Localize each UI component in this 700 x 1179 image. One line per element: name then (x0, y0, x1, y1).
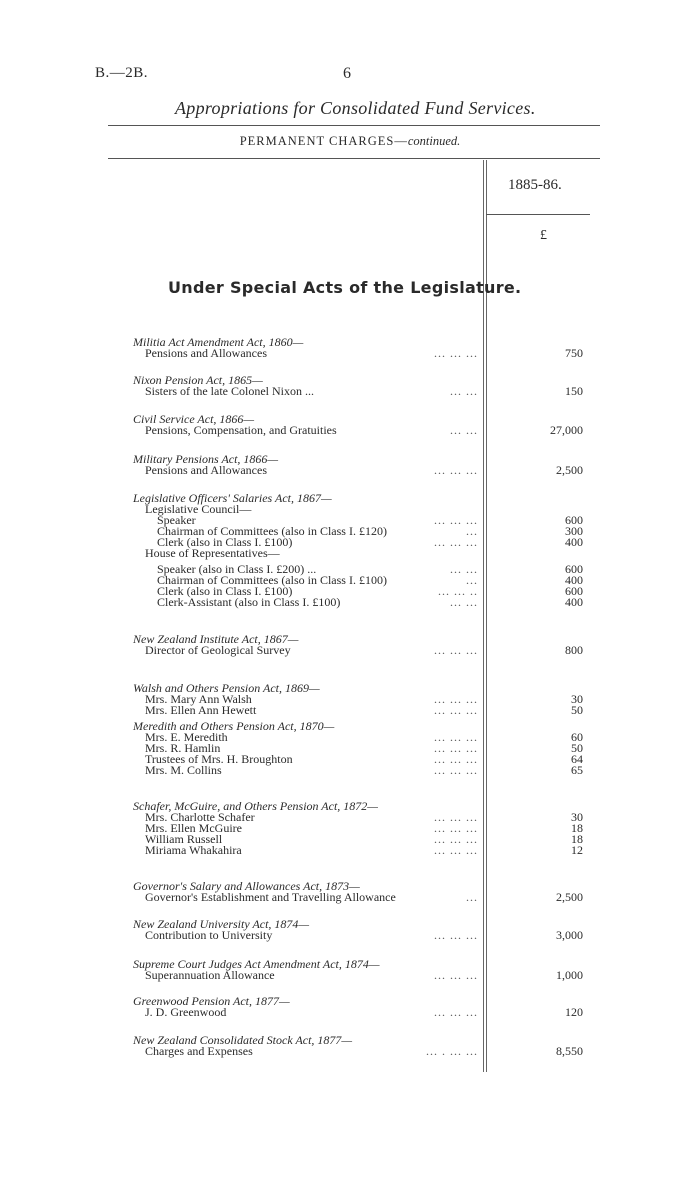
amount-value: 800 (565, 643, 583, 657)
item-label: Pensions and Allowances (145, 463, 267, 477)
leader-dots: ... ... ... (434, 1005, 478, 1019)
leader-dots: ... ... ... (434, 763, 478, 777)
item-label: Clerk (also in Class I. £100) (157, 535, 293, 549)
item-label: Trustees of Mrs. H. Broughton (145, 752, 293, 766)
item-label: Chairman of Committees (also in Class I. £100) (157, 573, 387, 587)
leader-dots: ... ... ... (434, 703, 478, 717)
amount-value: 18 (571, 832, 583, 846)
leader-dots: ... ... ... (434, 752, 478, 766)
amount-value: 30 (571, 810, 583, 824)
act-title: Civil Service Act, 1866— (133, 412, 255, 426)
leader-dots: ... ... ... (434, 463, 478, 477)
amount-value: 600 (565, 584, 583, 598)
item-label: Pensions and Allowances (145, 346, 267, 360)
act-title: Walsh and Others Pension Act, 1869— (133, 681, 320, 695)
leader-dots: ... ... (450, 423, 478, 437)
act-title: Military Pensions Act, 1866— (133, 452, 279, 466)
page-title: Appropriations for Consolidated Fund Services. (175, 98, 536, 118)
leader-dots: ... ... ... (434, 968, 478, 982)
leader-dots: ... ... ... (434, 643, 478, 657)
item-label: Pensions, Compensation, and Gratuities (145, 423, 337, 437)
item-label: Mrs. Charlotte Schafer (145, 810, 255, 824)
item-label: House of Representatives— (145, 546, 280, 560)
leader-dots: ... ... ... (434, 535, 478, 549)
item-label: Speaker (also in Class I. £200) ... (157, 562, 317, 576)
year-column-header: 1885-86. (508, 177, 562, 193)
item-label: Mrs. Ellen McGuire (145, 821, 242, 835)
leader-dots: ... ... .. (438, 584, 478, 598)
amount-value: 18 (571, 821, 583, 835)
amount-value: 600 (565, 513, 583, 527)
leader-dots: ... ... ... (434, 821, 478, 835)
amount-value: 64 (571, 752, 583, 766)
amount-value: 400 (565, 595, 583, 609)
amount-value: 600 (565, 562, 583, 576)
item-label: Mrs. Mary Ann Walsh (145, 692, 252, 706)
amount-value: 400 (565, 535, 583, 549)
amount-value: 300 (565, 524, 583, 538)
item-label: Mrs. M. Collins (145, 763, 222, 777)
act-title: Governor's Salary and Allowances Act, 1873— (133, 879, 360, 893)
item-label: William Russell (145, 832, 223, 846)
amount-value: 30 (571, 692, 583, 706)
amount-value: 3,000 (556, 928, 583, 942)
currency-unit: £ (540, 228, 547, 243)
leader-dots: ... ... ... (434, 692, 478, 706)
section-heading: Under Special Acts of the Legislature. (168, 278, 522, 297)
leader-dots: ... . ... ... (426, 1044, 478, 1058)
leader-dots: ... ... ... (434, 513, 478, 527)
item-label: Chairman of Committees (also in Class I. £120) (157, 524, 387, 538)
amount-value: 400 (565, 573, 583, 587)
item-label: Miriama Whakahira (145, 843, 242, 857)
item-label: Legislative Council— (145, 502, 252, 516)
amount-value: 50 (571, 703, 583, 717)
leader-dots: ... ... ... (434, 843, 478, 857)
amount-value: 750 (565, 346, 583, 360)
leader-dots: ... ... ... (434, 346, 478, 360)
act-title: New Zealand Institute Act, 1867— (133, 632, 299, 646)
act-title: Nixon Pension Act, 1865— (133, 373, 263, 387)
item-label: Contribution to University (145, 928, 273, 942)
item-label: Mrs. R. Hamlin (145, 741, 221, 755)
document-reference: B.—2B. (95, 65, 149, 81)
leader-dots: ... ... ... (434, 741, 478, 755)
leader-dots: ... ... ... (434, 928, 478, 942)
item-label: Director of Geological Survey (145, 643, 291, 657)
amount-value: 60 (571, 730, 583, 744)
item-label: Clerk-Assistant (also in Class I. £100) (157, 595, 341, 609)
leader-dots: ... ... (450, 384, 478, 398)
amount-value: 12 (571, 843, 583, 857)
act-title: New Zealand Consolidated Stock Act, 1877— (133, 1033, 353, 1047)
leader-dots: ... (466, 573, 478, 587)
amount-value: 50 (571, 741, 583, 755)
act-title: Meredith and Others Pension Act, 1870— (133, 719, 335, 733)
amount-value: 1,000 (556, 968, 583, 982)
leader-dots: ... (466, 890, 478, 904)
leader-dots: ... (466, 524, 478, 538)
amount-value: 120 (565, 1005, 583, 1019)
item-label: Sisters of the late Colonel Nixon ... (145, 384, 314, 398)
item-label: Charges and Expenses (145, 1044, 253, 1058)
item-label: Mrs. Ellen Ann Hewett (145, 703, 257, 717)
amount-value: 2,500 (556, 890, 583, 904)
act-title: Supreme Court Judges Act Amendment Act, 1874— (133, 957, 380, 971)
amount-value: 65 (571, 763, 583, 777)
act-title: Schafer, McGuire, and Others Pension Act, 1872— (133, 799, 378, 813)
amount-value: 8,550 (556, 1044, 583, 1058)
item-label: Superannuation Allowance (145, 968, 275, 982)
leader-dots: ... ... ... (434, 832, 478, 846)
leader-dots: ... ... (450, 562, 478, 576)
leader-dots: ... ... (450, 595, 478, 609)
item-label: Governor's Establishment and Travelling Allowance (145, 890, 396, 904)
subtitle-main: PERMANENT CHARGES— (239, 134, 408, 148)
item-label: Speaker (157, 513, 196, 527)
act-title: Legislative Officers' Salaries Act, 1867— (133, 491, 332, 505)
item-label: Clerk (also in Class I. £100) (157, 584, 293, 598)
leader-dots: ... ... ... (434, 730, 478, 744)
page-number: 6 (343, 65, 351, 82)
act-title: New Zealand University Act, 1874— (133, 917, 310, 931)
act-title: Militia Act Amendment Act, 1860— (133, 335, 304, 349)
subtitle-continued: continued. (407, 134, 461, 148)
act-title: Greenwood Pension Act, 1877— (133, 994, 290, 1008)
item-label: Mrs. E. Meredith (145, 730, 228, 744)
amount-value: 27,000 (550, 423, 583, 437)
amount-value: 2,500 (556, 463, 583, 477)
amount-value: 150 (565, 384, 583, 398)
leader-dots: ... ... ... (434, 810, 478, 824)
item-label: J. D. Greenwood (145, 1005, 227, 1019)
